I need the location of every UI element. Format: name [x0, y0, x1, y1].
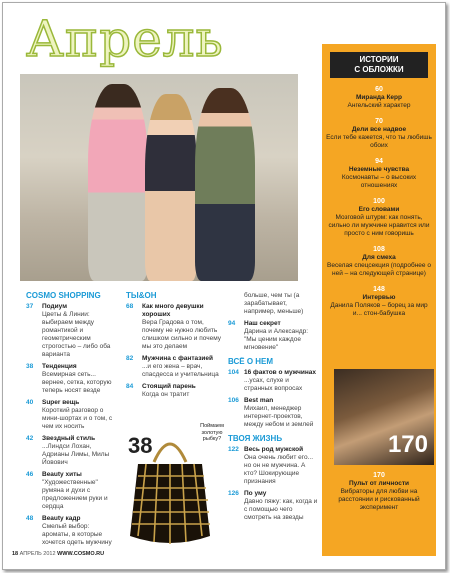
toc-entry[interactable]: 68 Как много девушки хороших Вера Градова о том, почему не нужно любить слишком сильно и почему мы это делаем [126, 303, 221, 350]
section-title: ТВОЯ ЖИЗНЬ [228, 434, 283, 443]
sidebar-item[interactable]: 60 Миранда Керр Ангельский характер [347, 86, 411, 109]
toc-entry[interactable]: 40 Super вещь Короткий разговор о мини-шортах и о том, с чем их носить [26, 399, 113, 430]
sidebar-item-bottom[interactable]: 170 Пульт от личности Вибраторы для любви на расстоянии и рискованный эксперимент [338, 472, 420, 511]
sidebar-item[interactable]: 148 Интервью Данила Поляков – борец за мир и... стон-бабушка [330, 286, 428, 317]
sidebar-item[interactable]: 108 Для смеха Веселая спецсекция (подробнее о ней – на следующей странице) [327, 246, 431, 277]
sidebar-header: ИСТОРИИ С ОБЛОЖКИ [330, 52, 428, 78]
section-title: ТЫ&ОН [126, 291, 157, 300]
toc-entry[interactable]: 48 Beauty кадр Смелый выбор: ароматы, в которые хочется одеть мужчину [26, 515, 112, 546]
sidebar-photo [334, 369, 434, 465]
toc-entry[interactable]: 94 Наш секрет Дарина и Александр: "Мы ценим каждое мгновение" [228, 320, 309, 351]
issue-date: АПРЕЛЬ 2012 [19, 551, 56, 557]
site-link[interactable]: WWW.COSMO.RU [57, 551, 105, 557]
column-shopping [26, 292, 118, 551]
continued-text: больше, чем ты (а зарабатывает, например, меньше) [244, 292, 304, 315]
page-title: Апрель [26, 10, 224, 68]
toc-entry[interactable]: 38 Тенденция Всемирная сеть... вернее, сетка, которую теперь носят везде [26, 363, 112, 394]
toc-entry[interactable]: 106 Best man Михаил, менеджер интернет-проектов, между небом и землей [228, 397, 314, 428]
column-about-him [228, 292, 318, 526]
toc-entry[interactable]: 84 Стоящий парень Когда он тратит [126, 383, 196, 398]
sidebar-item[interactable]: 94 Неземные чувства Космонавты – о высоких отношениях [341, 158, 417, 189]
toc-entry[interactable]: 126 По уму Давно пяжу: как, когда и с помощью чего смотреть на звезды [228, 490, 318, 521]
toc-entry[interactable]: 42 Звездный стиль ...Линдси Лохан, Адрианы Лимы, Милы Йовович [26, 435, 110, 466]
column-you-and-him [126, 292, 226, 403]
toc-entry[interactable]: 82 Мужчина с фантазией ...и его жена – врач, спасдесса и учительница [126, 355, 219, 378]
sidebar-item[interactable]: 70 Дели все надвое Если тебе кажется, что ты любишь обоих [326, 118, 432, 149]
toc-entry[interactable]: 46 Beauty хиты "Художественные" румяна и духи с предложением руки и сердца [26, 471, 108, 510]
bag-caption: Поймаем золотую рыбку? [200, 423, 224, 442]
toc-entry[interactable]: 104 16 фактов о мужчинах ...усах, слухе и странных вопросах [228, 369, 317, 392]
toc-entry[interactable]: 37 Подиум Цветы & Линии: выбираем между романтикой и геометрическим строгостью – либо оба варианта [26, 303, 111, 358]
cover-stories-sidebar [322, 44, 436, 556]
page-footer [12, 551, 104, 557]
page-number: 18 [12, 551, 19, 557]
sidebar-item[interactable]: 100 Его словами Мозговой штурм: как понять, сильно ли мужчине нравится или просто с ним говоришь [328, 198, 430, 237]
bag-number: 38 [128, 433, 153, 458]
toc-entry[interactable]: 122 Весь род мужской Она очень любит его... но он не мужчина. А кто? Шокирующие признания [228, 446, 314, 485]
section-title: ВСЁ О НЕМ [228, 357, 274, 366]
section-title: COSMO SHOPPING [26, 291, 101, 300]
sidebar-photo-number: 170 [387, 431, 428, 458]
main-photo [20, 74, 298, 281]
